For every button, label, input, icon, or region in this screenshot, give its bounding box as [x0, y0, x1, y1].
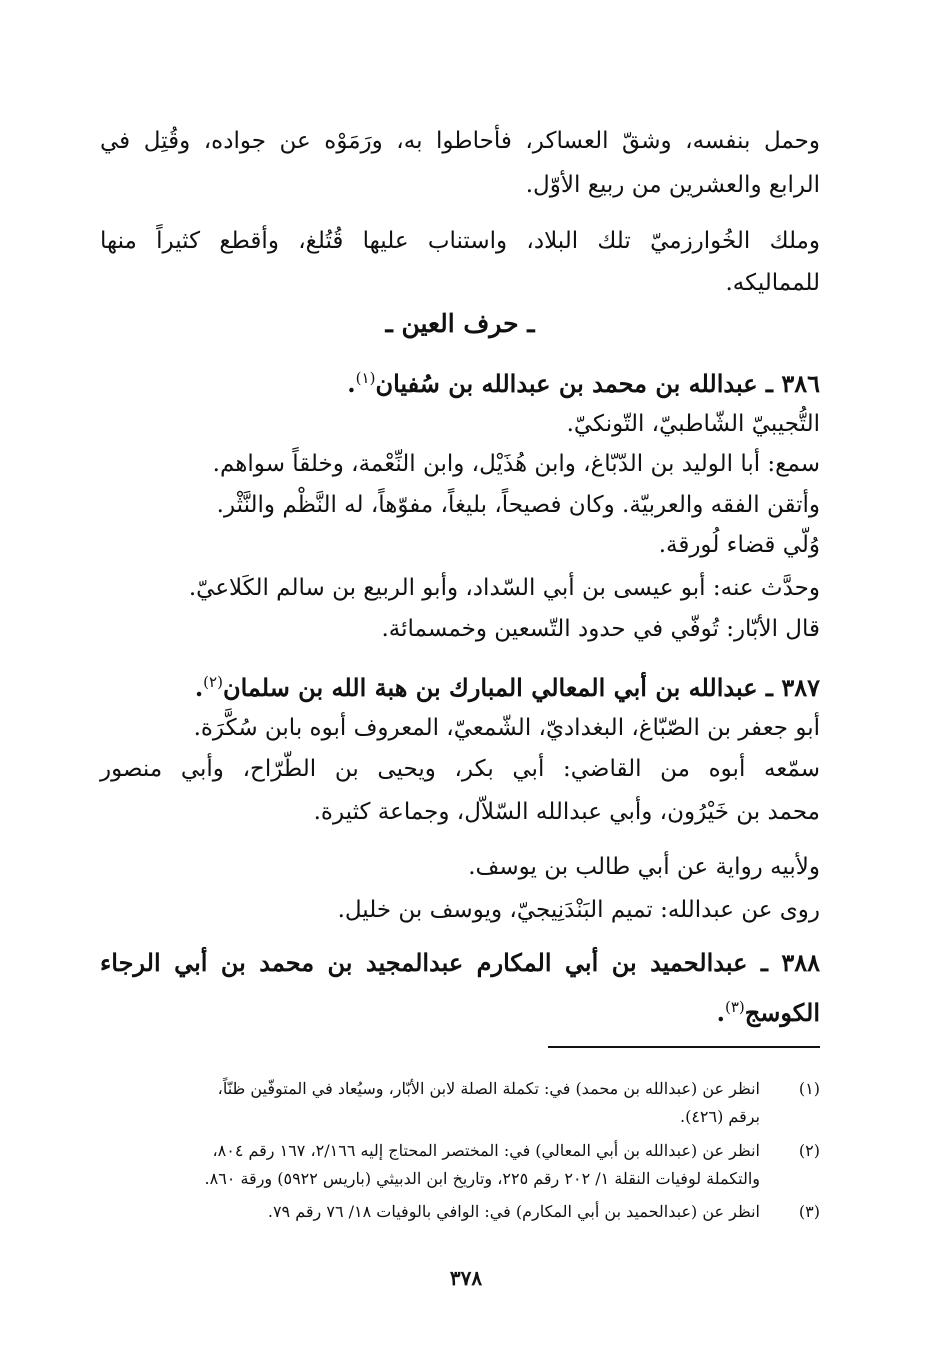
- footnote-text: والتكملة لوفيات النقلة ١/ ٢٠٢ رقم ٢٢٥، وتاريخ ابن الدبيثي (باريس ٥٩٢٢) ورقة ٨٦٠.: [204, 1169, 760, 1188]
- entry-line: وحدَّث عنه: أبو عيسى بن أبي السّداد، وأبو الربيع بن سالم الكَلاعيّ.: [188, 575, 820, 601]
- footnote-ref: (٢): [203, 673, 223, 691]
- entry-line: وأتقن الفقه والعربيّة. وكان فصيحاً، بليغاً، مفوّهاً، له النَّظْم والنَّثْر.: [216, 492, 820, 518]
- footnote-number: (٢): [798, 1141, 820, 1160]
- paragraph-line: وملك الخُوارزميّ تلك البلاد، واستناب عليها قُتُلغ، وأقطع كثيراً منها: [100, 228, 820, 254]
- footnote-ref: (٣): [724, 998, 745, 1016]
- entry-line: محمد بن خَيْرُون، وأبي عبدالله السّلاّل، وجماعة كثيرة.: [313, 799, 820, 825]
- footnote-number: (٣): [798, 1202, 820, 1221]
- footnote-divider: [548, 1046, 820, 1048]
- footnote-text: انظر عن (عبدالله بن محمد) في: تكملة الصلة لابن الأبّار، وسيُعاد في المتوفّين ظنّاً،: [217, 1079, 760, 1098]
- entry-title-text: ٣٨٦ ـ عبدالله بن محمد بن عبدالله بن سُفيان: [375, 369, 820, 398]
- footnote-line: [100, 1076, 820, 1102]
- entry-title: ٣٨٧ ـ عبدالله بن أبي المعالي المبارك بن هبة الله بن سلمان$^{(٢)}$.: [194, 673, 820, 702]
- entry-line: التُّجيبيّ الشّاطبيّ، التّونكيّ.: [566, 411, 820, 437]
- footnote-number: (١): [798, 1079, 820, 1098]
- entry-title: ٣٨٦ ـ عبدالله بن محمد بن عبدالله بن سُفيان$^{(١)}$.: [347, 369, 820, 398]
- footnote-line: [100, 1199, 820, 1225]
- entry-line: وُلّي قضاء لُورقة.: [658, 532, 820, 558]
- page-number: ٣٧٨: [449, 1266, 483, 1290]
- entry-title: ٣٨٨ ـ عبدالحميد بن أبي المكارم عبدالمجيد بن محمد بن أبي الرجاء: [100, 948, 820, 977]
- footnote-text: انظر عن (عبدالله بن أبي المعالي) في: المختصر المحتاج إليه ٢/١٦٦، ١٦٧ رقم ٨٠٤،: [212, 1141, 760, 1160]
- entry-title-text: ٣٨٧ ـ عبدالله بن أبي المعالي المبارك بن هبة الله بن سلمان: [222, 673, 820, 702]
- entry-line: سمّعه أبوه من القاضي: أبي بكر، ويحيى بن الطّرّاح، وأبي منصور: [100, 756, 820, 782]
- footnote-line: [100, 1104, 820, 1130]
- footnote-line: [100, 1166, 820, 1192]
- footnote-text: برقم (٤٢٦).: [679, 1107, 760, 1126]
- entry-title-text: الكوسج: [744, 998, 820, 1027]
- footnote-text: انظر عن (عبدالحميد بن أبي المكارم) في: الوافي بالوفيات ١٨/ ٧٦ رقم ٧٩.: [267, 1202, 760, 1221]
- footnote-line: [100, 1138, 820, 1164]
- entry-title-continued: الكوسج$^{(٣)}$.: [716, 998, 820, 1027]
- paragraph-line: وحمل بنفسه، وشقّ العساكر، فأحاطوا به، ورَمَوْه عن جواده، وقُتِل في: [100, 128, 820, 154]
- entry-line: روى عن عبدالله: تميم البَنْدَنِيجيّ، ويوسف بن خليل.: [337, 897, 820, 923]
- entry-line: سمع: أبا الوليد بن الدّبّاغ، وابن هُذَيْل، وابن النِّعْمة، وخلقاً سواهم.: [212, 451, 820, 477]
- paragraph-line: للمماليكه.: [725, 270, 820, 296]
- entry-line: قال الأبّار: تُوفّي في حدود التّسعين وخمسمائة.: [381, 616, 820, 642]
- paragraph-line: الرابع والعشرين من ربيع الأوّل.: [525, 172, 820, 198]
- section-heading: ـ حرف العين ـ: [385, 309, 535, 338]
- entry-line: ولأبيه رواية عن أبي طالب بن يوسف.: [468, 854, 820, 880]
- entry-line: أبو جعفر بن الصّبّاغ، البغداديّ، الشّمعيّ، المعروف أبوه بابن سُكَّرَة.: [193, 715, 820, 741]
- footnote-ref: (١): [355, 369, 376, 387]
